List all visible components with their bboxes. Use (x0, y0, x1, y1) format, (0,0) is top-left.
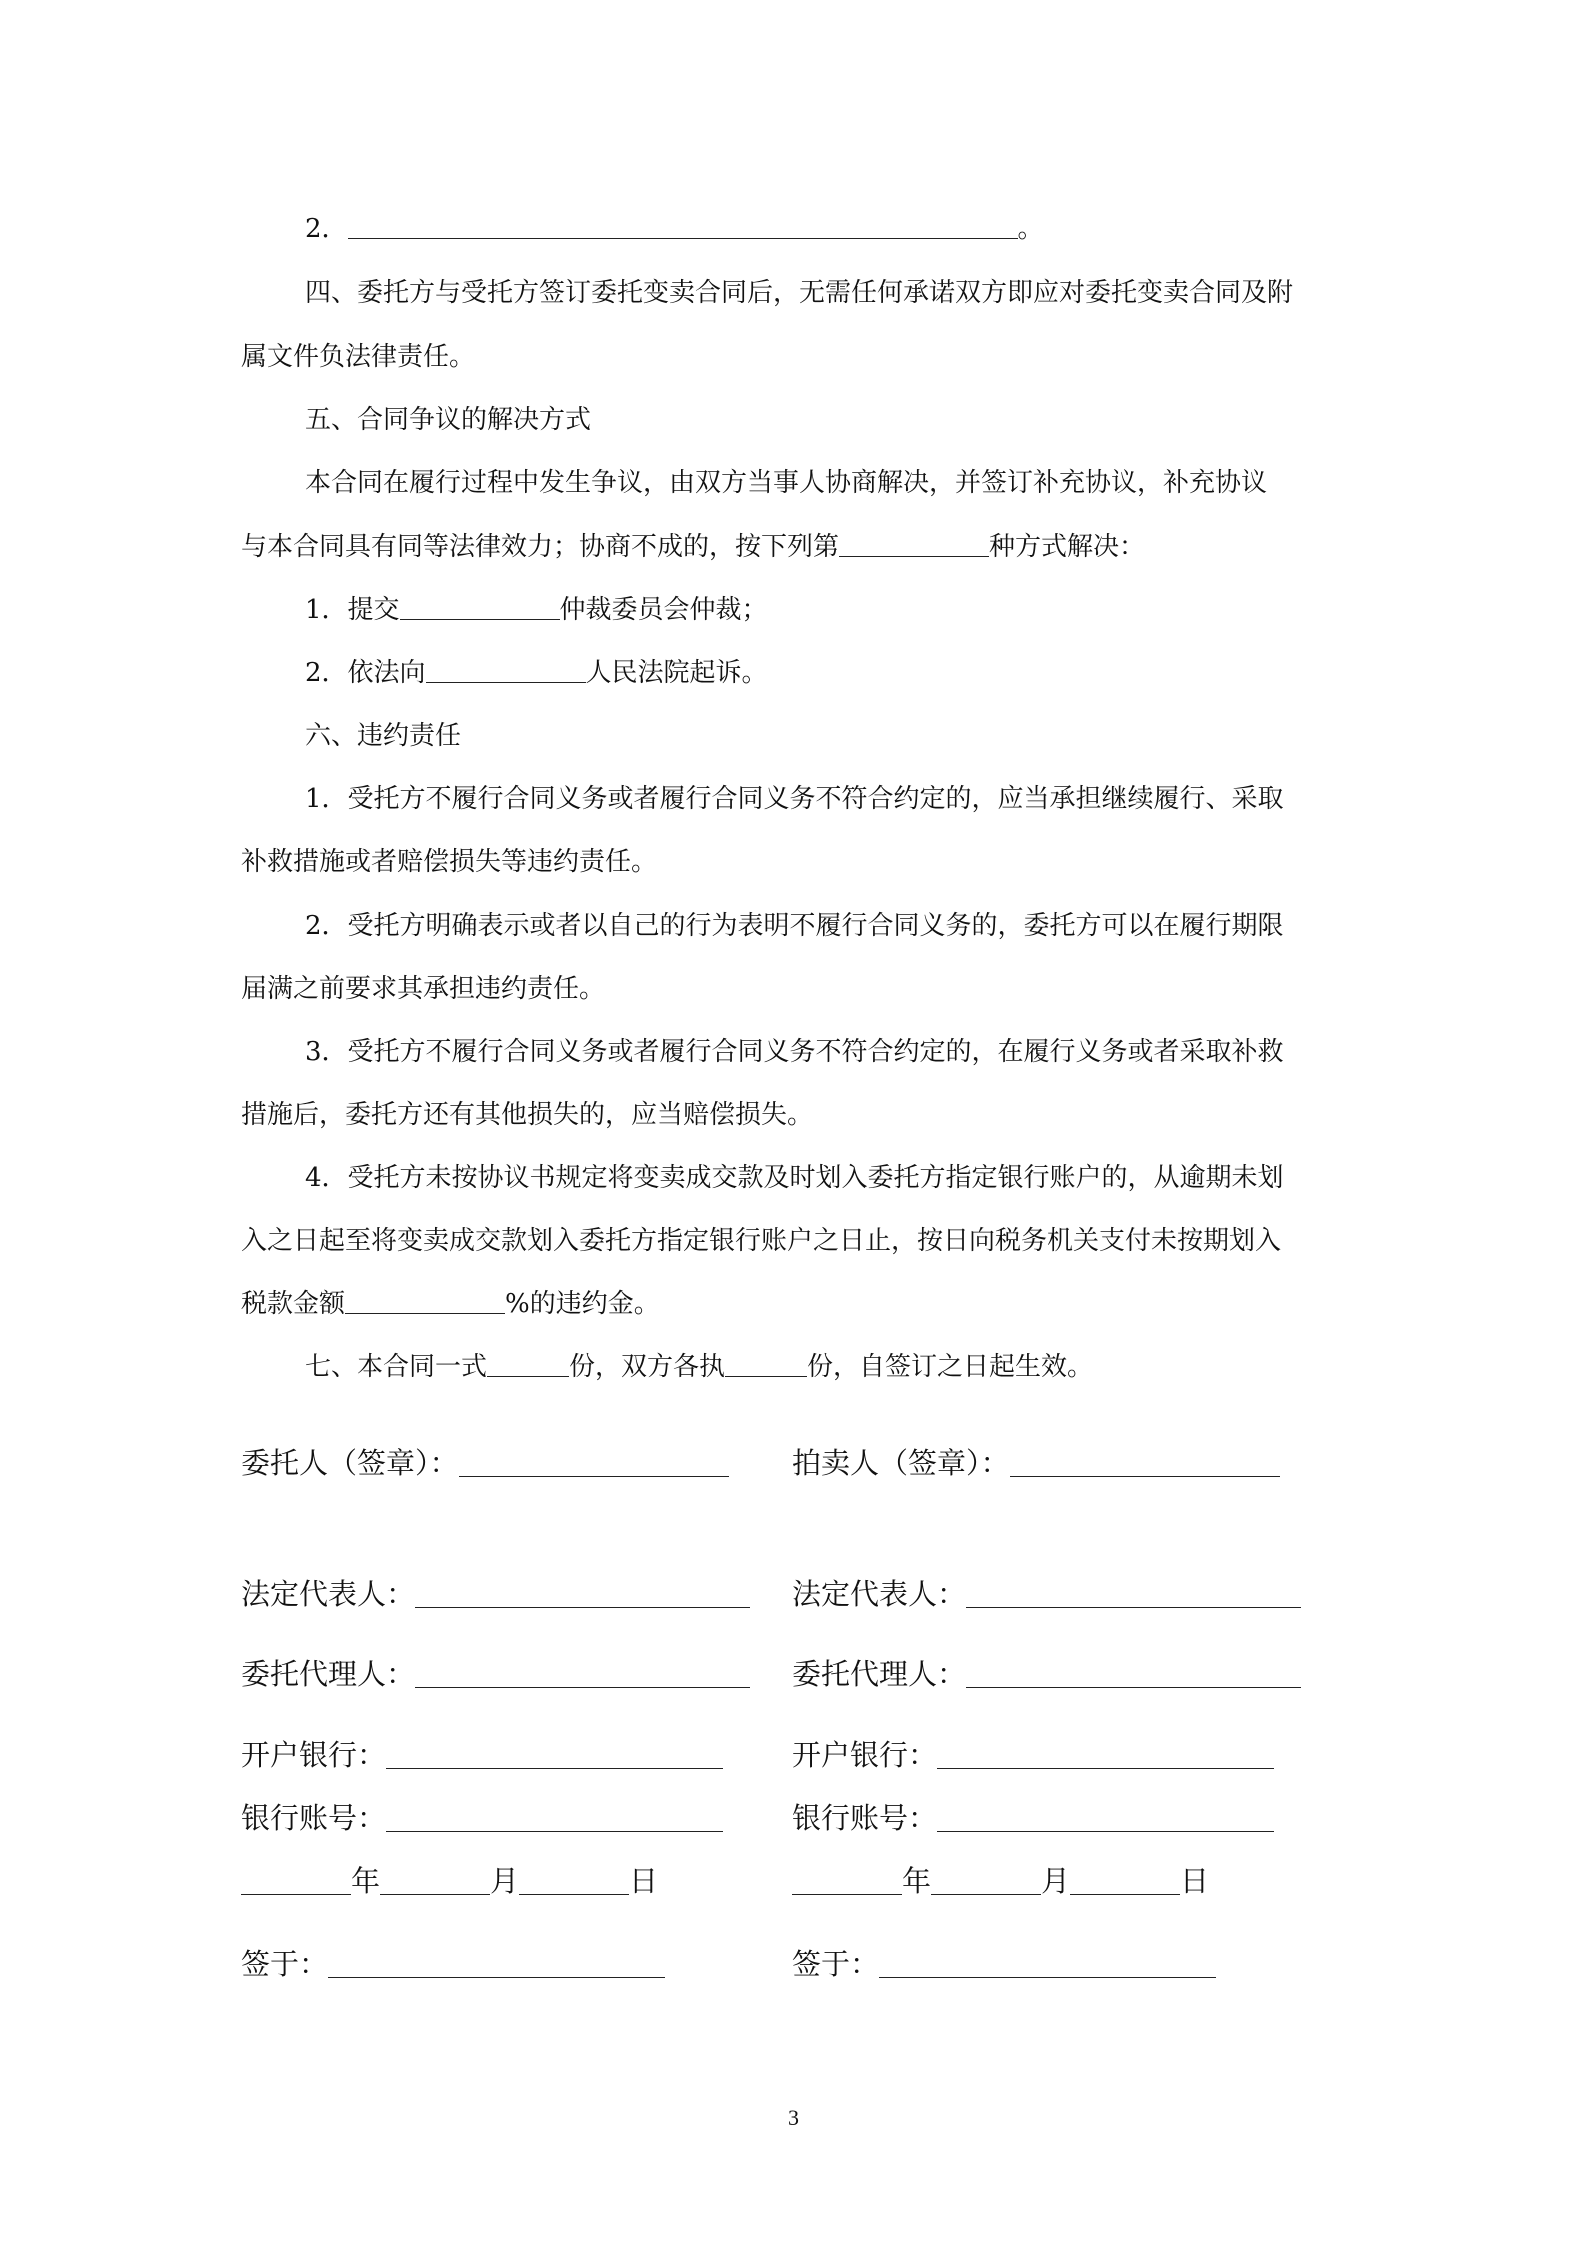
clause-5-title: 五、合同争议的解决方式 (305, 405, 592, 435)
option-2-tail: 人民法院起诉。 (585, 658, 768, 688)
blank-field (725, 1350, 807, 1377)
day-line (1070, 1866, 1180, 1895)
left-date (241, 1859, 658, 1900)
clause-6-2-line-1: 2．受托方明确表示或者以自己的行为表明不履行合同义务的，委托方可以在履行期限 (305, 911, 1284, 941)
principal-signature (241, 1441, 729, 1482)
option-2-text: 2．依法向 (305, 658, 426, 688)
right-bank (792, 1733, 1274, 1774)
clause-7-line (305, 1346, 1425, 1383)
year-line (792, 1866, 902, 1895)
year-line (241, 1866, 351, 1895)
clause-6-3-line-1: 3．受托方不履行合同义务或者履行合同义务不符合约定的，在履行义务或者采取补救 (305, 1037, 1284, 1067)
month-label: 月 (1041, 1864, 1071, 1898)
legal-rep-label: 法定代表人： (792, 1577, 967, 1611)
signed-at-label: 签于： (792, 1947, 880, 1981)
clause-6-4-line-3-text: 税款金额 (241, 1289, 346, 1319)
right-account (792, 1796, 1274, 1837)
auctioneer-signature (792, 1441, 1280, 1482)
clause-7-text-a: 七、本合同一式 (305, 1352, 488, 1382)
clause-6-1-line-1: 1．受托方不履行合同义务或者履行合同义务不符合约定的，应当承担继续履行、采取 (305, 784, 1284, 814)
option-1-tail: 仲裁委员会仲裁； (559, 595, 768, 625)
blank-field (400, 593, 560, 620)
right-date (792, 1859, 1209, 1900)
year-label: 年 (351, 1864, 381, 1898)
month-label: 月 (490, 1864, 520, 1898)
left-account (241, 1796, 723, 1837)
signature-line (966, 1579, 1301, 1608)
signature-line (879, 1949, 1216, 1978)
signature-line (937, 1803, 1274, 1832)
item-2-end: 。 (1017, 214, 1044, 244)
day-line (519, 1866, 629, 1895)
left-agent (241, 1652, 750, 1693)
page-number: 3 (788, 2105, 799, 2130)
account-label: 银行账号： (241, 1801, 387, 1835)
principal-label: 委托人（签章）： (241, 1446, 459, 1480)
account-label: 银行账号： (792, 1801, 938, 1835)
left-signed-at (241, 1942, 665, 1983)
clause-6-title: 六、违约责任 (305, 721, 462, 751)
signature-line (937, 1740, 1274, 1769)
right-agent (792, 1652, 1301, 1693)
bank-label: 开户银行： (792, 1738, 938, 1772)
signature-line (415, 1659, 750, 1688)
signature-line (966, 1659, 1301, 1688)
clause-6-1-line-2: 补救措施或者赔偿损失等违约责任。 (241, 847, 658, 877)
day-label: 日 (629, 1864, 659, 1898)
blank-field (839, 530, 989, 557)
clause-5-option-1 (305, 589, 1425, 626)
signed-at-label: 签于： (241, 1947, 329, 1981)
clause-4-line-2: 属文件负法律责任。 (241, 342, 476, 372)
clause-6-4-line-2: 入之日起至将变卖成交款划入委托方指定银行账户之日止，按日向税务机关支付未按期划入 (241, 1226, 1282, 1256)
signature-line (415, 1579, 750, 1608)
clause-5-line-2-tail: 种方式解决： (989, 532, 1146, 562)
signature-line (459, 1448, 729, 1477)
clause-7-text-b: 份，双方各执 (569, 1352, 726, 1382)
left-bank (241, 1733, 723, 1774)
clause-5-line-2 (241, 526, 1361, 563)
year-label: 年 (902, 1864, 932, 1898)
option-1-text: 1．提交 (305, 595, 400, 625)
right-legal-rep (792, 1572, 1301, 1613)
agent-label: 委托代理人： (792, 1657, 967, 1691)
month-line (931, 1866, 1041, 1895)
signature-line (1010, 1448, 1280, 1477)
month-line (380, 1866, 490, 1895)
day-label: 日 (1180, 1864, 1210, 1898)
clause-5-line-1: 本合同在履行过程中发生争议，由双方当事人协商解决，并签订补充协议，补充协议 (305, 468, 1268, 498)
blank-field (345, 1287, 505, 1314)
blank-field (348, 212, 1018, 239)
clause-6-2-line-2: 届满之前要求其承担违约责任。 (241, 974, 606, 1004)
blank-field (487, 1350, 569, 1377)
signature-line (386, 1740, 723, 1769)
clause-5-option-2 (305, 652, 1425, 689)
clause-6-4-line-3 (241, 1283, 1361, 1320)
clause-6-4-line-1: 4．受托方未按协议书规定将变卖成交款及时划入委托方指定银行账户的，从逾期未划 (305, 1163, 1284, 1193)
clause-4-line-1: 四、委托方与受托方签订委托变卖合同后，无需任何承诺双方即应对委托变卖合同及附 (305, 278, 1294, 308)
legal-rep-label: 法定代表人： (241, 1577, 416, 1611)
signature-line (386, 1803, 723, 1832)
right-signed-at (792, 1942, 1216, 1983)
clause-5-line-2-text: 与本合同具有同等法律效力；协商不成的，按下列第 (241, 532, 840, 562)
signature-line (328, 1949, 665, 1978)
item-2-line (305, 208, 1425, 245)
clause-6-3-line-2: 措施后，委托方还有其他损失的，应当赔偿损失。 (241, 1100, 814, 1130)
agent-label: 委托代理人： (241, 1657, 416, 1691)
clause-6-4-line-3-tail: %的违约金。 (505, 1289, 660, 1319)
left-legal-rep (241, 1572, 750, 1613)
blank-field (426, 656, 586, 683)
item-2-label: 2． (305, 214, 348, 244)
bank-label: 开户银行： (241, 1738, 387, 1772)
auctioneer-label: 拍卖人（签章）： (792, 1446, 1010, 1480)
clause-7-text-c: 份，自签订之日起生效。 (807, 1352, 1094, 1382)
